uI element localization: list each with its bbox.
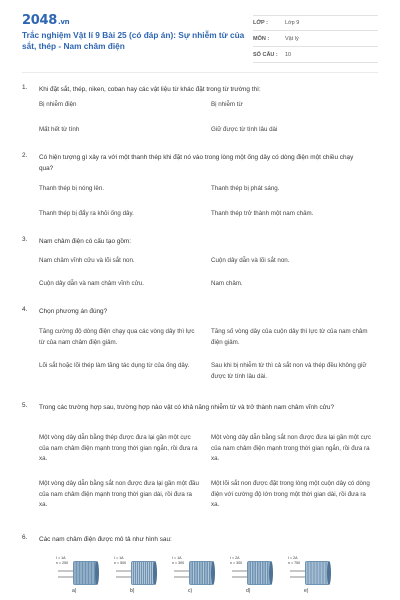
answer-option-a[interactable]: Bị nhiễm điện (39, 101, 77, 108)
magnet-caption: b) (130, 588, 135, 594)
magnet-caption: e) (304, 588, 309, 594)
meta-value: Lớp 9 (285, 20, 300, 26)
logo-suffix: .vn (57, 18, 70, 26)
magnet-label: I = 2A n = 300 (230, 556, 243, 565)
answer-option-c[interactable]: Lõi sắt hoặc lõi thép làm tăng tác dụng từ của ống dây. (39, 362, 190, 369)
answer-option-a[interactable]: Một vòng dây dẫn bằng thép được đưa lại gần một cực của nam châm điện mạnh trong thời gian ngắn, rồi đưa ra xa. (39, 434, 198, 462)
meta-row-class (253, 15, 378, 31)
page-title: Trắc nghiệm Vật lí 9 Bài 25 (có đáp án): Sự nhiễm từ của sắt, thép - Nam châm điện (22, 30, 245, 51)
question-number: 1. (22, 84, 28, 91)
logo-text: 2048 (22, 13, 57, 28)
answer-option-b[interactable]: Bị nhiễm từ (211, 101, 243, 108)
answer-option-b[interactable]: Tăng số vòng dây của cuộn dây thì lực từ của nam châm điện giảm. (211, 328, 368, 346)
magnet-caption: a) (72, 588, 77, 594)
question-number: 2. (22, 152, 28, 159)
answer-option-a[interactable]: Nam châm vĩnh cửu và lõi sắt non. (39, 257, 135, 264)
answer-option-b[interactable]: Thanh thép bị phát sáng. (211, 185, 280, 192)
answer-option-a[interactable]: Tăng cường độ dòng điện chạy qua các vòng dây thì lực từ của nam châm điện giảm. (39, 328, 195, 346)
question-text: Khi đặt sắt, thép, niken, coban hay các vật liệu từ khác đặt trong từ trường thì: (39, 86, 261, 93)
header-divider (22, 72, 378, 73)
magnet-label: I = 1A n = 300 (172, 556, 185, 565)
site-logo[interactable] (22, 13, 69, 28)
answer-option-c[interactable]: Một vòng dây dẫn bằng sắt non được đưa lại gần một đầu của nam châm điện mạnh trong thời gian dài, rồi đưa ra xa. (39, 480, 199, 508)
electromagnet-figure (172, 555, 228, 597)
answer-option-d[interactable]: Một lõi sắt non được đặt trong lòng một cuộn dây có dòng điện với cường độ lớn trong một thời gian dài, rồi đưa ra xa. (211, 480, 370, 508)
meta-key: SỐ CÂU : (253, 51, 278, 58)
question-number: 3. (22, 236, 28, 243)
question-text: Nam châm điện có cấu tạo gồm: (39, 238, 131, 245)
meta-key: MÔN : (253, 35, 270, 42)
question-text: Các nam châm điện được mô tả như hình sau: (39, 536, 172, 543)
meta-row-count (253, 47, 378, 63)
answer-option-a[interactable]: Thanh thép bị nóng lên. (39, 185, 105, 192)
magnet-label: I = 1A n = 500 (114, 556, 127, 565)
answer-option-d[interactable]: Sau khi bị nhiễm từ thì cả sắt non và thép đều không giữ được từ tính lâu dài. (211, 362, 367, 380)
answer-option-d[interactable]: Thanh thép trở thành một nam châm. (211, 210, 314, 217)
electromagnet-figures (56, 555, 356, 597)
meta-value: 10 (285, 51, 292, 58)
answer-option-c[interactable]: Cuộn dây dẫn và nam châm vĩnh cửu. (39, 280, 144, 287)
question-text: Có hiện tượng gì xảy ra với một thanh thép khi đặt nó vào trong lòng một ống dây có dòng điện một chiều chạy qua? (39, 154, 354, 172)
magnet-caption: d) (246, 588, 251, 594)
answer-option-d[interactable]: Giữ được từ tính lâu dài (211, 126, 278, 133)
question-text: Chọn phương án đúng? (39, 308, 108, 315)
quiz-meta-table (253, 15, 378, 63)
electromagnet-figure (288, 555, 344, 597)
answer-option-b[interactable]: Cuộn dây dẫn và lõi sắt non. (211, 257, 290, 264)
answer-option-d[interactable]: Nam châm. (211, 280, 243, 287)
magnet-label: I = 2A n = 750 (288, 556, 301, 565)
magnet-label: I = 1A n = 250 (56, 556, 69, 565)
answer-option-c[interactable]: Mất hết từ tính (39, 126, 80, 133)
electromagnet-figure (230, 555, 286, 597)
meta-row-subject (253, 31, 378, 47)
question-number: 5. (22, 402, 28, 409)
question-number: 4. (22, 306, 28, 313)
answer-option-b[interactable]: Một vòng dây dẫn bằng sắt non được đưa lại gần một cực của nam châm điện mạnh trong thời gian ngắn, rồi đưa ra xa. (211, 434, 371, 462)
answer-option-c[interactable]: Thanh thép bị đẩy ra khỏi ống dây. (39, 210, 134, 217)
page-header (0, 0, 400, 70)
magnet-caption: c) (188, 588, 193, 594)
electromagnet-figure (114, 555, 170, 597)
electromagnet-figure (56, 555, 112, 597)
meta-key: LỚP : (253, 20, 268, 26)
question-number: 6. (22, 534, 28, 541)
question-text: Trong các trường hợp sau, trường hợp nào vật có khả năng nhiễm từ và trở thành nam châm vĩnh cửu? (39, 404, 335, 411)
meta-value: Vật lý (285, 35, 299, 42)
